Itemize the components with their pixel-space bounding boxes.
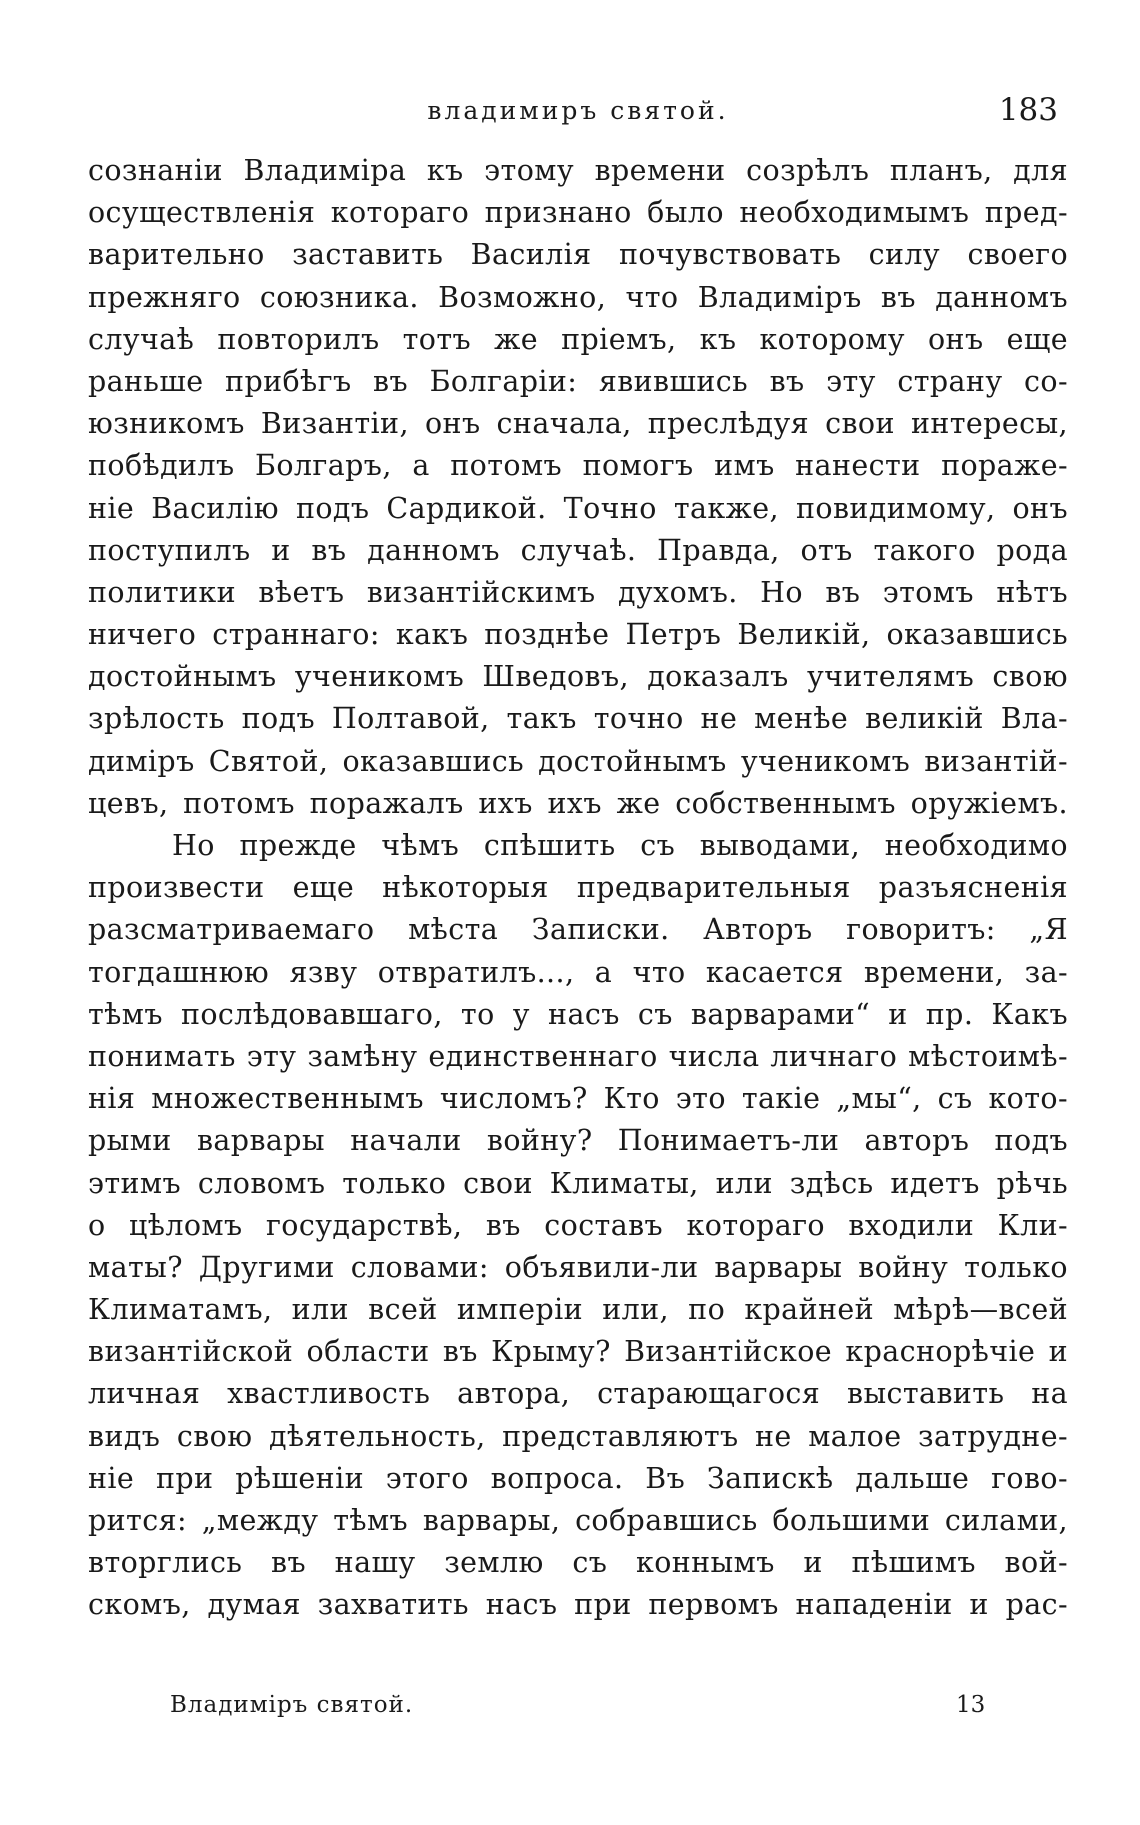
text-line: Но прежде чѣмъ спѣшить съ выводами, необходимо — [172, 829, 1068, 862]
text-line: ніе при рѣшеніи этого вопроса. Въ Запискѣ дальше гово- — [88, 1461, 1068, 1495]
text-line: прежняго союзника. Возможно, что Владиміръ въ данномъ — [88, 280, 1068, 314]
text-line: зрѣлость подъ Полтавой, такъ точно не менѣе великій Вла- — [88, 702, 1068, 736]
text-line: поступилъ и въ данномъ случаѣ. Правда, отъ такого рода — [88, 533, 1068, 567]
text-line: видъ свою дѣятельность, представляютъ не малое затрудне- — [88, 1419, 1068, 1453]
paragraph-1 — [88, 150, 1068, 825]
text-line: раньше прибѣгъ въ Болгаріи: явившись въ эту страну со- — [88, 364, 1068, 398]
text-line: византійской области въ Крыму? Византійское краснорѣчіе и — [88, 1335, 1068, 1369]
text-line: произвести еще нѣкоторыя предварительныя разъясненія — [88, 871, 1068, 905]
text-line: достойнымъ ученикомъ Шведовъ, доказалъ учителямъ свою — [88, 660, 1068, 694]
text-line: осуществленія котораго признано было необходимымъ пред- — [88, 196, 1068, 230]
printer-signature: Владиміръ святой. — [170, 1692, 414, 1718]
text-line: скомъ, думая захватить насъ при первомъ нападеніи и рас- — [88, 1588, 1068, 1622]
text-line: политики вѣетъ византійскимъ духомъ. Но въ этомъ нѣтъ — [88, 575, 1068, 609]
text-line: случаѣ повторилъ тотъ же пріемъ, къ которому онъ еще — [88, 322, 1068, 356]
text-line: этимъ словомъ только свои Климаты, или здѣсь идетъ рѣчь — [88, 1166, 1068, 1200]
text-line: тогдашнюю язву отвратилъ..., а что касается времени, за- — [88, 955, 1068, 989]
text-line: понимать эту замѣну единственнаго числа личнаго мѣстоимѣ- — [88, 1039, 1068, 1073]
running-head — [88, 92, 1068, 132]
text-line: юзникомъ Византіи, онъ сначала, преслѣдуя свои интересы, — [88, 407, 1068, 441]
text-line: варительно заставить Василія почувствовать силу своего — [88, 238, 1068, 272]
running-title: владимиръ святой. — [427, 96, 729, 125]
text-line: ніе Василію подъ Сардикой. Точно также, повидимому, онъ — [88, 491, 1068, 525]
text-line: разсматриваемаго мѣста Записки. Авторъ говоритъ: „Я — [88, 913, 1068, 947]
body-text — [88, 150, 1068, 1627]
text-line: нія множественнымъ числомъ? Кто это такіе „мы“, съ кото- — [88, 1082, 1068, 1116]
text-line: маты? Другими словами: объявили-ли варвары войну только — [88, 1250, 1068, 1284]
text-line: Климатамъ, или всей имперіи или, по крайней мѣрѣ—всей — [88, 1293, 1068, 1327]
text-line: личная хвастливость автора, старающагося выставить на — [88, 1377, 1068, 1411]
text-line: рыми варвары начали войну? Понимаетъ-ли авторъ подъ — [88, 1124, 1068, 1158]
page-number: 183 — [998, 92, 1058, 128]
text-line: побѣдилъ Болгаръ, а потомъ помогъ имъ нанести пораже- — [88, 449, 1068, 483]
text-line: ничего страннаго: какъ позднѣе Петръ Великій, оказавшись — [88, 618, 1068, 652]
signature-number: 13 — [956, 1692, 986, 1718]
text-line: цевъ, потомъ поражалъ ихъ ихъ же собственнымъ оружіемъ. — [88, 786, 1068, 820]
paragraph-2 — [88, 825, 1068, 1627]
text-line: рится: „между тѣмъ варвары, собравшись большими силами, — [88, 1504, 1068, 1537]
text-line: вторглись въ нашу землю съ коннымъ и пѣшимъ вой- — [88, 1546, 1068, 1580]
text-line: тѣмъ послѣдовавшаго, то у насъ съ варварами“ и пр. Какъ — [88, 997, 1068, 1031]
page-footer — [88, 1692, 1068, 1732]
text-line: о цѣломъ государствѣ, въ составъ котораго входили Кли- — [88, 1208, 1068, 1242]
text-line: сознаніи Владиміра къ этому времени созрѣлъ планъ, для — [88, 154, 1068, 187]
text-line: диміръ Святой, оказавшись достойнымъ ученикомъ византій- — [88, 744, 1068, 778]
